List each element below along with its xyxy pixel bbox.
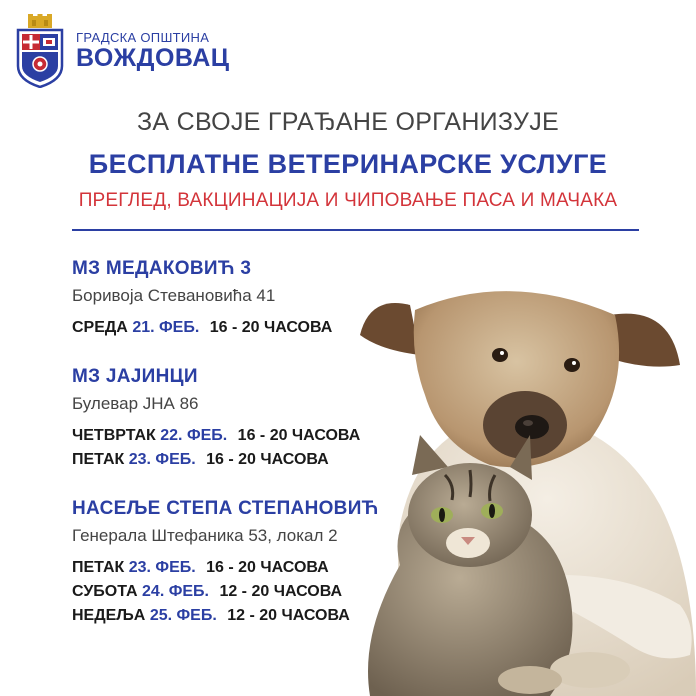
schedule-row bbox=[72, 556, 379, 580]
schedule-date: 23. ФЕБ. bbox=[128, 559, 196, 576]
schedule-row bbox=[72, 424, 360, 448]
schedule-list bbox=[72, 316, 332, 340]
location-address: Боривоја Стевановића 41 bbox=[72, 286, 276, 305]
location-address: Генерала Штефаника 53, локал 2 bbox=[72, 526, 338, 545]
schedule-time: 16 - 20 ЧАСОВА bbox=[237, 427, 361, 444]
schedule-date: 23. ФЕБ. bbox=[128, 451, 196, 468]
schedule-day: СУБОТА bbox=[72, 583, 138, 600]
schedule-list bbox=[72, 424, 360, 472]
schedule-date: 22. ФЕБ. bbox=[160, 427, 228, 444]
schedule-time: 16 - 20 ЧАСОВА bbox=[206, 451, 329, 468]
schedule-day: СРЕДА bbox=[72, 319, 128, 336]
schedule-day: НЕДЕЉА bbox=[72, 607, 146, 624]
schedule-row bbox=[72, 580, 379, 604]
schedule-row bbox=[72, 316, 332, 340]
location-medakovic bbox=[72, 258, 332, 340]
schedule-time: 12 - 20 ЧАСОВА bbox=[227, 607, 350, 624]
heading-divider bbox=[72, 229, 639, 231]
coat-of-arms-icon bbox=[14, 14, 66, 88]
schedule-time: 16 - 20 ЧАСОВА bbox=[206, 559, 329, 576]
schedule-day: ПЕТАК bbox=[72, 559, 125, 576]
schedule-row bbox=[72, 448, 360, 472]
schedule-date: 25. ФЕБ. bbox=[149, 607, 217, 624]
location-jajinci bbox=[72, 366, 360, 472]
schedule-day: ПЕТАК bbox=[72, 451, 125, 468]
main-heading: БЕСПЛАТНЕ ВЕТЕРИНАРСКЕ УСЛУГЕ bbox=[88, 149, 608, 179]
schedule-date: 21. ФЕБ. bbox=[132, 319, 200, 336]
schedule-time: 16 - 20 ЧАСОВА bbox=[209, 319, 333, 336]
location-title: НАСЕЉЕ СТЕПА СТЕПАНОВИЋ bbox=[72, 498, 379, 519]
intro-heading: ЗА СВОЈЕ ГРАЂАНЕ ОРГАНИЗУЈЕ bbox=[136, 108, 560, 136]
schedule-time: 12 - 20 ЧАСОВА bbox=[219, 583, 343, 600]
schedule-list bbox=[72, 556, 379, 628]
schedule-date: 24. ФЕБ. bbox=[142, 583, 209, 600]
schedule-day: ЧЕТВРТАК bbox=[72, 427, 156, 444]
logo-line1: ГРАДСКА ОПШТИНА bbox=[76, 30, 210, 45]
location-title: МЗ ЈАЈИНЦИ bbox=[72, 366, 198, 387]
schedule-row bbox=[72, 604, 379, 628]
services-subheading: ПРЕГЛЕД, ВАКЦИНАЦИЈА И ЧИПОВАЊЕ ПАСА И МАЧАКА bbox=[78, 190, 618, 211]
municipality-logo bbox=[14, 14, 230, 88]
location-address: Булевар ЈНА 86 bbox=[72, 394, 199, 413]
location-title: МЗ МЕДАКОВИЋ 3 bbox=[72, 258, 252, 279]
logo-text bbox=[76, 30, 230, 71]
puppy-and-kitten-image bbox=[360, 275, 696, 696]
location-stepa-stepanovic bbox=[72, 498, 379, 628]
logo-line2: ВОЖДОВАЦ bbox=[76, 44, 230, 72]
